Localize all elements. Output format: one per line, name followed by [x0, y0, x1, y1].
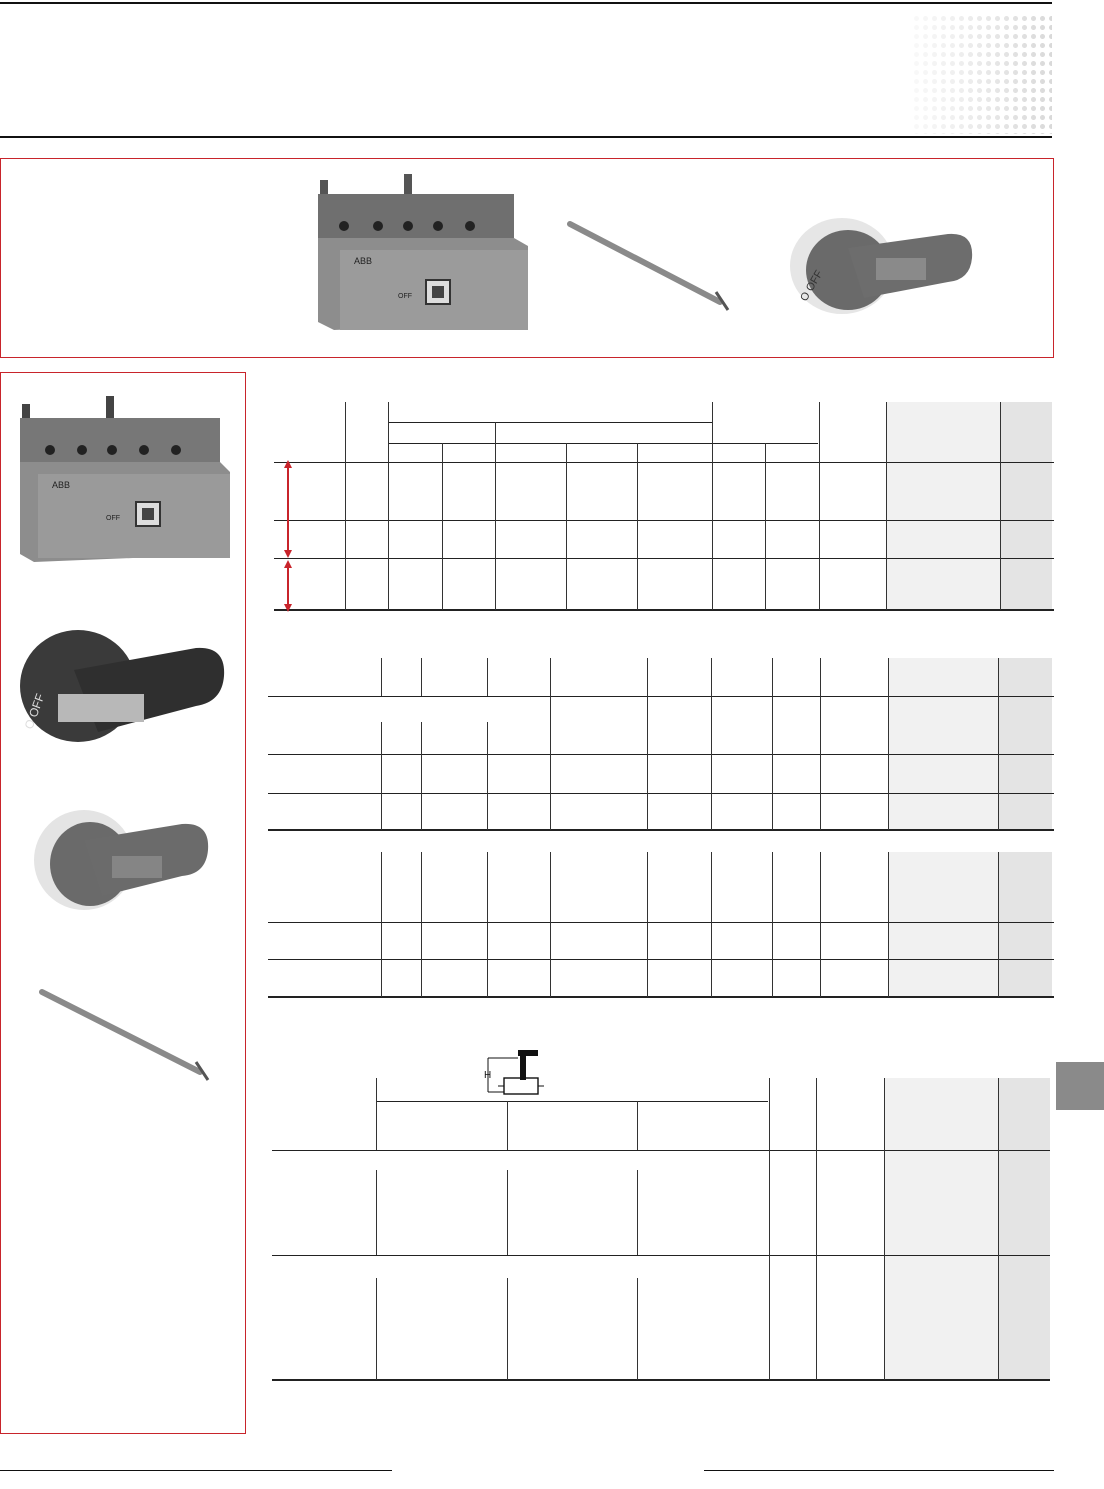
svg-text:ABB: ABB — [52, 480, 71, 490]
svg-text:H: H — [484, 1070, 492, 1081]
table4-shade-light — [884, 1078, 998, 1380]
table1-shade-dark — [1000, 402, 1052, 610]
svg-text:ABB: ABB — [354, 256, 373, 266]
table2-shade-dark — [998, 658, 1052, 830]
footer-rule-left — [0, 1470, 392, 1471]
svg-text:OFF: OFF — [106, 515, 120, 522]
left-shaft-image — [38, 986, 216, 1086]
svg-text:O OFF: O OFF — [798, 268, 826, 304]
shaft-image — [566, 218, 738, 316]
header-bottom-rule — [0, 136, 1052, 138]
footer-rule-right — [704, 1470, 1054, 1471]
handle-image — [788, 210, 974, 314]
table4-shade-dark — [998, 1078, 1050, 1380]
shaft-height-diagram — [482, 1048, 552, 1100]
left-black-handle-image — [18, 620, 228, 746]
table3-shade-dark — [998, 852, 1052, 997]
switch-disconnector-image — [310, 172, 534, 342]
header-dot-pattern — [912, 14, 1052, 134]
svg-text:OFF: OFF — [398, 293, 412, 300]
left-switch-image — [14, 394, 234, 564]
left-grey-handle-image — [32, 800, 212, 914]
section-tab-marker[interactable] — [1056, 1062, 1104, 1110]
table3-shade-light — [888, 852, 998, 997]
arrow-heads — [282, 460, 294, 614]
table1-shade-light — [886, 402, 1000, 610]
header-top-rule — [0, 2, 1052, 4]
table2-shade-light — [888, 658, 998, 830]
svg-text:O OFF: O OFF — [21, 691, 48, 732]
